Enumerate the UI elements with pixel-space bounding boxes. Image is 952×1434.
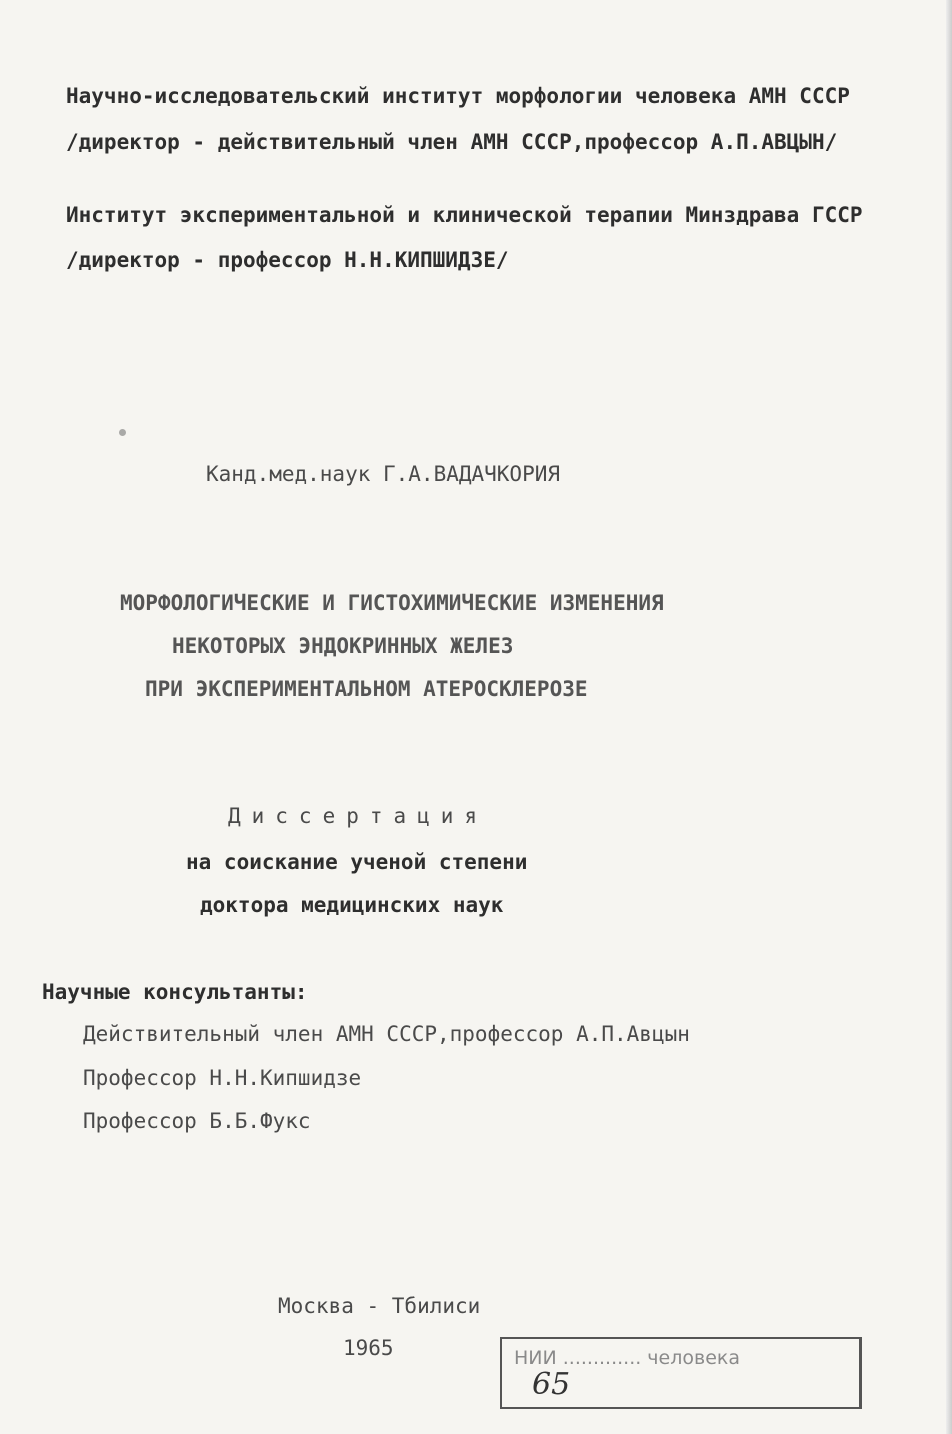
place-line: Москва - Тбилиси bbox=[278, 1294, 481, 1318]
stamp-text: НИИ ............. человека bbox=[514, 1347, 740, 1369]
ink-speck bbox=[119, 429, 126, 436]
page-edge-shadow bbox=[946, 0, 952, 1434]
consultant-item: Действительный член АМН СССР,профессор А.П.Авцын bbox=[83, 1022, 690, 1046]
institute2-line2: /директор - профессор Н.Н.КИПШИДЗЕ/ bbox=[66, 248, 509, 272]
title-line1: МОРФОЛОГИЧЕСКИЕ И ГИСТОХИМИЧЕСКИЕ ИЗМЕНЕНИЯ bbox=[120, 591, 664, 615]
consultants-heading: Научные консультанты: bbox=[42, 980, 308, 1004]
consultant-item: Профессор Н.Н.Кипшидзе bbox=[83, 1066, 362, 1090]
year-line: 1965 bbox=[343, 1336, 394, 1360]
library-stamp bbox=[500, 1337, 862, 1409]
dissertation-line3: доктора медицинских наук bbox=[200, 893, 504, 917]
stamp-handwritten-number: 65 bbox=[532, 1367, 571, 1402]
institute2-line1: Институт экспериментальной и клинической терапии Минздрава ГССР bbox=[66, 203, 863, 227]
dissertation-label: Диссертация bbox=[228, 804, 489, 828]
dissertation-line2: на соискание ученой степени bbox=[186, 850, 528, 874]
institute1-line1: Научно-исследовательский институт морфологии человека АМН СССР bbox=[66, 84, 850, 108]
institute1-line2: /директор - действительный член АМН СССР,профессор А.П.АВЦЫН/ bbox=[66, 130, 838, 154]
title-line3: ПРИ ЭКСПЕРИМЕНТАЛЬНОМ АТЕРОСКЛЕРОЗЕ bbox=[145, 677, 588, 701]
consultant-item: Профессор Б.Б.Фукс bbox=[83, 1109, 311, 1133]
author-line: Канд.мед.наук Г.А.ВАДАЧКОРИЯ bbox=[206, 462, 561, 486]
title-line2: НЕКОТОРЫХ ЭНДОКРИННЫХ ЖЕЛЕЗ bbox=[172, 634, 514, 658]
